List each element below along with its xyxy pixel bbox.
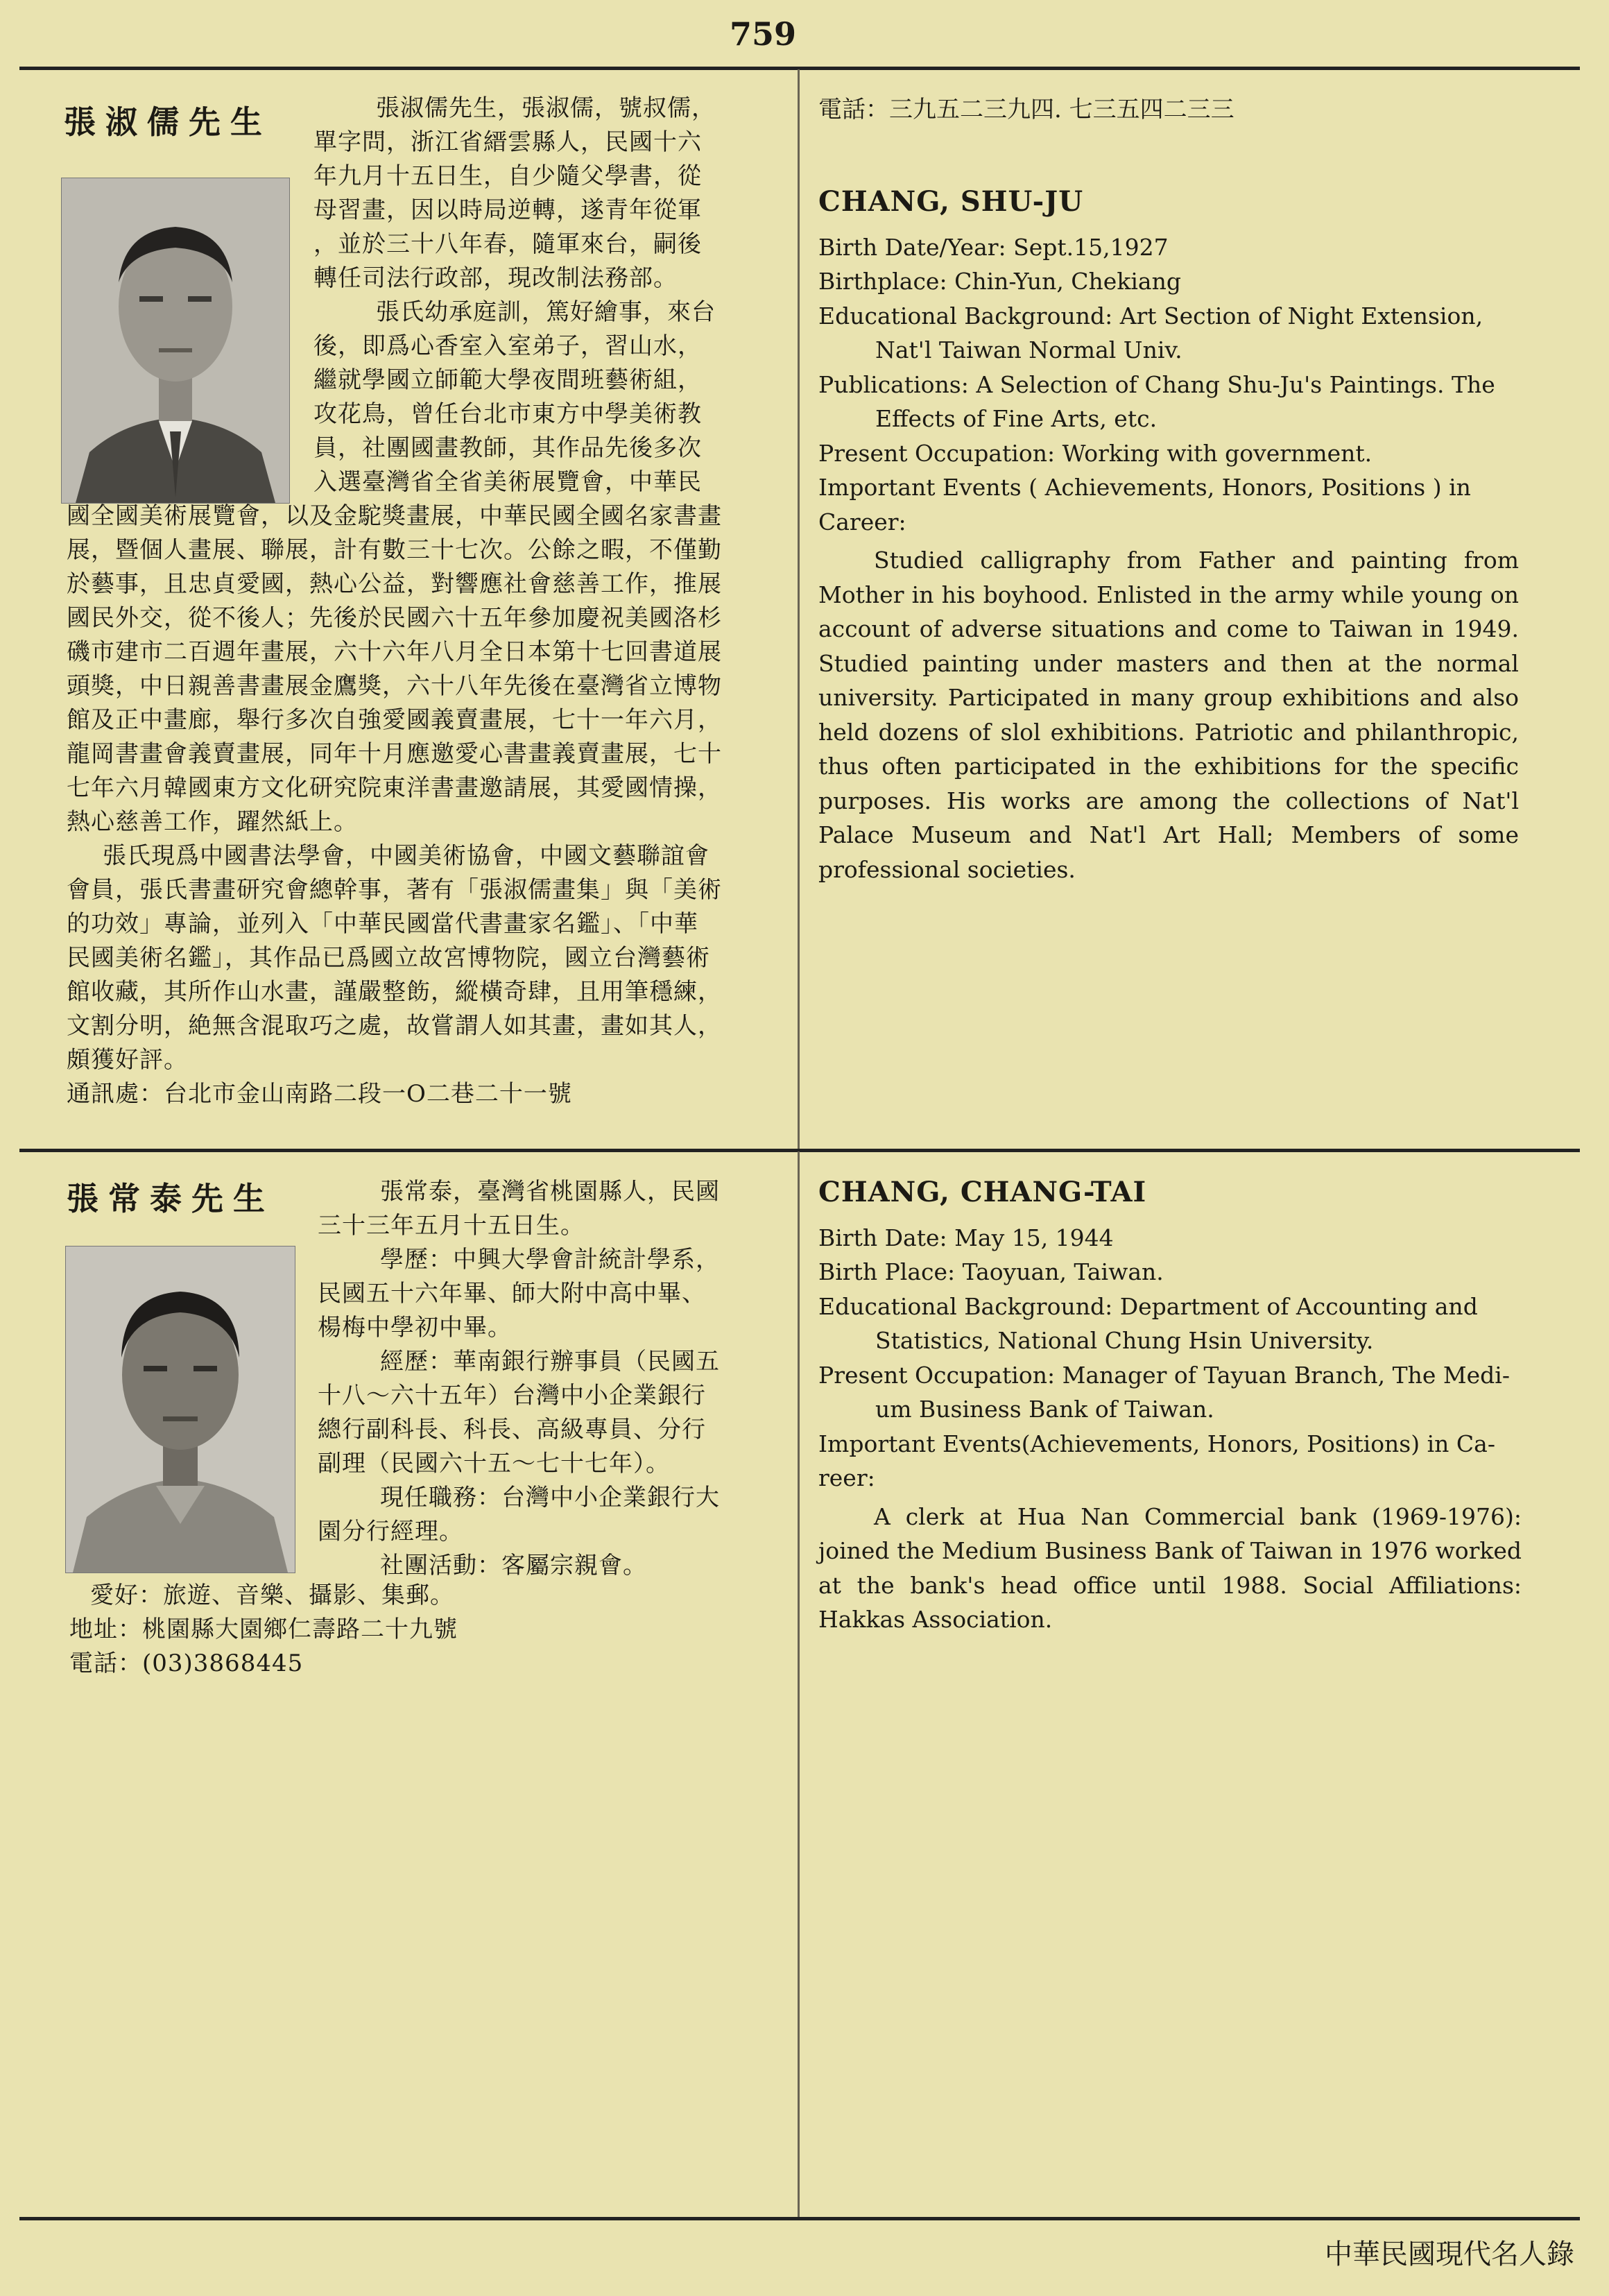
entry1-zh-line: 轉任司法行政部，現改制法務部。	[313, 264, 678, 292]
entry1-zh-line: 頗獲好評。	[67, 1046, 188, 1074]
entry1-zh-line: 民國美術名鑑」，其作品已爲國立故宮博物院，國立台灣藝術	[67, 944, 710, 972]
entry2-en-education: Educational Background: Department of Accounting and	[818, 1292, 1478, 1320]
entry1-zh-line: 的功效」專論，並列入「中華民國當代書畫家名鑑」、「中華	[67, 910, 698, 938]
entry2-bio-zh-top	[318, 1175, 762, 1583]
entry1-zh-line: 員，社團國畫教師，其作品先後多次	[313, 434, 702, 462]
entry1-zh-line: 後，即爲心香室入室弟子，習山水，	[313, 332, 702, 360]
entry1-zh-line: 單字問，浙江省縉雲縣人，民國十六	[313, 128, 702, 156]
entry2-zh-line: 經歷：華南銀行辦事員（民國五	[380, 1348, 720, 1376]
entry2-english-block	[818, 1175, 1522, 1637]
entry1-portrait-photo	[61, 178, 290, 504]
entry2-en-birthplace: Birth Place: Taoyuan, Taiwan.	[818, 1258, 1164, 1285]
entry1-name-zh: 張淑儒先生	[64, 103, 272, 141]
entry1-zh-line: 熱心慈善工作，躍然紙上。	[67, 808, 358, 836]
entry2-en-education-cont: Statistics, National Chung Hsin University.	[875, 1327, 1374, 1354]
middle-rule	[19, 1149, 1580, 1152]
entry1-telephone: 電話：三九五二三九四. 七三五四二三三	[818, 96, 1234, 123]
top-rule	[19, 67, 1580, 70]
entry2-zh-line: 三十三年五月十五日生。	[318, 1212, 585, 1240]
entry1-bio-zh-top	[313, 92, 757, 499]
entry1-en-events: Important Events ( Achievements, Honors, Positions ) in	[818, 474, 1471, 501]
entry1-bio-zh-full	[67, 499, 760, 1111]
entry1-english-block	[818, 185, 1519, 886]
entry2-en-name: CHANG, CHANG-TAI	[818, 1176, 1147, 1208]
entry2-bio-zh-bottom	[69, 1579, 555, 1681]
entry1-zh-line: 張氏現爲中國書法學會，中國美術協會，中國文藝聯誼會	[103, 842, 709, 870]
entry1-zh-line: 會員，張氏書畫研究會總幹事，著有「張淑儒畫集」與「美術	[67, 876, 722, 904]
entry2-zh-line: 學歷：中興大學會計統計學系，	[380, 1246, 720, 1274]
entry2-en-events: Important Events(Achievements, Honors, Positions) in Ca-	[818, 1430, 1495, 1457]
entry1-en-name: CHANG, SHU-JU	[818, 185, 1084, 218]
column-divider-lower	[798, 1151, 800, 2217]
entry1-zh-line: 磯市建市二百週年畫展，六十六年八月全日本第十七回書道展	[67, 638, 722, 666]
entry2-zh-line: 社團活動：客屬宗親會。	[380, 1552, 647, 1579]
entry1-zh-line: 館收藏，其所作山水畫，謹嚴整飭，縱橫奇肆，且用筆穩練，	[67, 978, 722, 1006]
entry2-en-birth: Birth Date: May 15, 1944	[818, 1224, 1114, 1251]
entry1-zh-line: 七年六月韓國東方文化研究院東洋書畫邀請展，其愛國情操，	[67, 774, 722, 802]
entry2-zh-line: 總行副科長、科長、高級專員、分行	[318, 1416, 706, 1443]
page-number: 759	[729, 15, 797, 53]
entry2-zh-line: 十八～六十五年）台灣中小企業銀行	[318, 1382, 706, 1410]
entry1-en-education-cont: Nat'l Taiwan Normal Univ.	[875, 336, 1182, 363]
entry1-en-events-cont: Career:	[818, 508, 906, 536]
entry1-address: 通訊處：台北市金山南路二段一O二巷二十一號	[67, 1080, 572, 1108]
entry2-zh-line: 張常泰，臺灣省桃園縣人，民國	[380, 1178, 720, 1206]
entry1-zh-line: 入選臺灣省全省美術展覽會，中華民	[313, 468, 702, 496]
entry2-hobbies: 愛好：旅遊、音樂、攝影、集郵。	[90, 1582, 454, 1609]
entry2-en-occupation-cont: um Business Bank of Taiwan.	[875, 1396, 1214, 1423]
entry1-zh-line: 國全國美術展覽會，以及金駝獎畫展，中華民國全國名家書畫	[67, 502, 722, 530]
entry1-zh-line: 張淑儒先生，張淑儒，號叔儒，	[376, 94, 716, 122]
entry1-zh-line: 張氏幼承庭訓，篤好繪事，來台	[376, 298, 716, 326]
entry2-name-zh: 張常泰先生	[67, 1180, 275, 1217]
entry2-en-occupation: Present Occupation: Manager of Tayuan Branch, The Medi-	[818, 1361, 1511, 1389]
entry1-en-birthplace: Birthplace: Chin-Yun, Chekiang	[818, 268, 1181, 295]
entry2-zh-line: 園分行經理。	[318, 1518, 463, 1545]
entry1-zh-line: 頭獎，中日親善書畫展金鷹獎，六十八年先後在臺灣省立博物	[67, 672, 722, 700]
column-divider-upper	[798, 69, 800, 1149]
entry1-zh-line: 館及正中畫廊，舉行多次自強愛國義賣畫展，七十一年六月，	[67, 706, 722, 734]
entry1-zh-line: 年九月十五日生，自少隨父學書，從	[313, 162, 702, 190]
entry1-zh-line: 國民外交，從不後人；先後於民國六十五年參加慶祝美國洛杉	[67, 604, 722, 632]
entry1-en-publications: Publications: A Selection of Chang Shu-Ju's Paintings. The	[818, 370, 1495, 398]
entry1-zh-line: 文割分明，絶無含混取巧之處，故嘗謂人如其畫，畫如其人，	[67, 1012, 722, 1040]
entry1-en-birth: Birth Date/Year: Sept.15,1927	[818, 233, 1169, 261]
entry1-en-publications-cont: Effects of Fine Arts, etc.	[875, 405, 1158, 432]
entry2-zh-line: 現任職務：台灣中小企業銀行大	[380, 1484, 720, 1511]
entry2-telephone: 電話：(03)3868445	[69, 1650, 304, 1677]
entry1-zh-line: ，並於三十八年春，隨軍來台，嗣後	[313, 230, 702, 258]
entry1-zh-line: 母習畫，因以時局逆轉，遂青年從軍	[313, 196, 702, 224]
entry1-en-body: Studied calligraphy from Father and painting from Mother in his boyhood. Enlisted in the army while young on account of adverse situations and come to Taiwan in 1949. Studied painting under masters and then at the normal university. Participated in many group exhibitions and also held dozens of slol exhibitions. Patriotic and philanthropic, thus often participated in the exhibitions for the specific purposes. His works are among the collections of Nat'l Palace Museum and Nat'l Art Hall; Members of some professional societies.	[818, 547, 1519, 883]
entry2-zh-line: 副理（民國六十五～七十七年）。	[318, 1450, 670, 1477]
entry1-zh-line: 於藝事，且忠貞愛國，熱心公益，對響應社會慈善工作，推展	[67, 570, 722, 598]
entry1-en-education: Educational Background: Art Section of Night Extension,	[818, 302, 1483, 329]
entry1-zh-line: 繼就學國立師範大學夜間班藝術組，	[313, 366, 702, 394]
entry2-portrait-photo	[65, 1246, 295, 1573]
entry2-en-body: A clerk at Hua Nan Commercial bank (1969-1976): joined the Medium Business Bank of Taiwan in 1976 worked at the bank's head office until 1988. Social Affiliations: Hakkas Association.	[818, 1502, 1522, 1633]
entry1-zh-line: 攻花鳥，曾任台北市東方中學美術教	[313, 400, 702, 428]
entry1-en-occupation: Present Occupation: Working with government.	[818, 439, 1373, 467]
entry1-zh-line: 龍岡書畫會義賣畫展，同年十月應邀愛心書畫義賣畫展，七十	[67, 740, 722, 768]
book-title-footer: 中華民國現代名人錄	[1325, 2238, 1574, 2270]
entry1-zh-line: 展，暨個人畫展、聯展，計有數三十七次。公餘之暇，不僅勤	[67, 536, 722, 564]
entry2-en-events-cont: reer:	[818, 1464, 875, 1491]
bottom-rule	[19, 2217, 1580, 2220]
entry2-zh-line: 楊梅中學初中畢。	[318, 1314, 512, 1342]
entry2-address: 地址：桃園縣大園鄉仁壽路二十九號	[69, 1616, 458, 1643]
entry2-zh-line: 民國五十六年畢、師大附中高中畢、	[318, 1280, 706, 1308]
